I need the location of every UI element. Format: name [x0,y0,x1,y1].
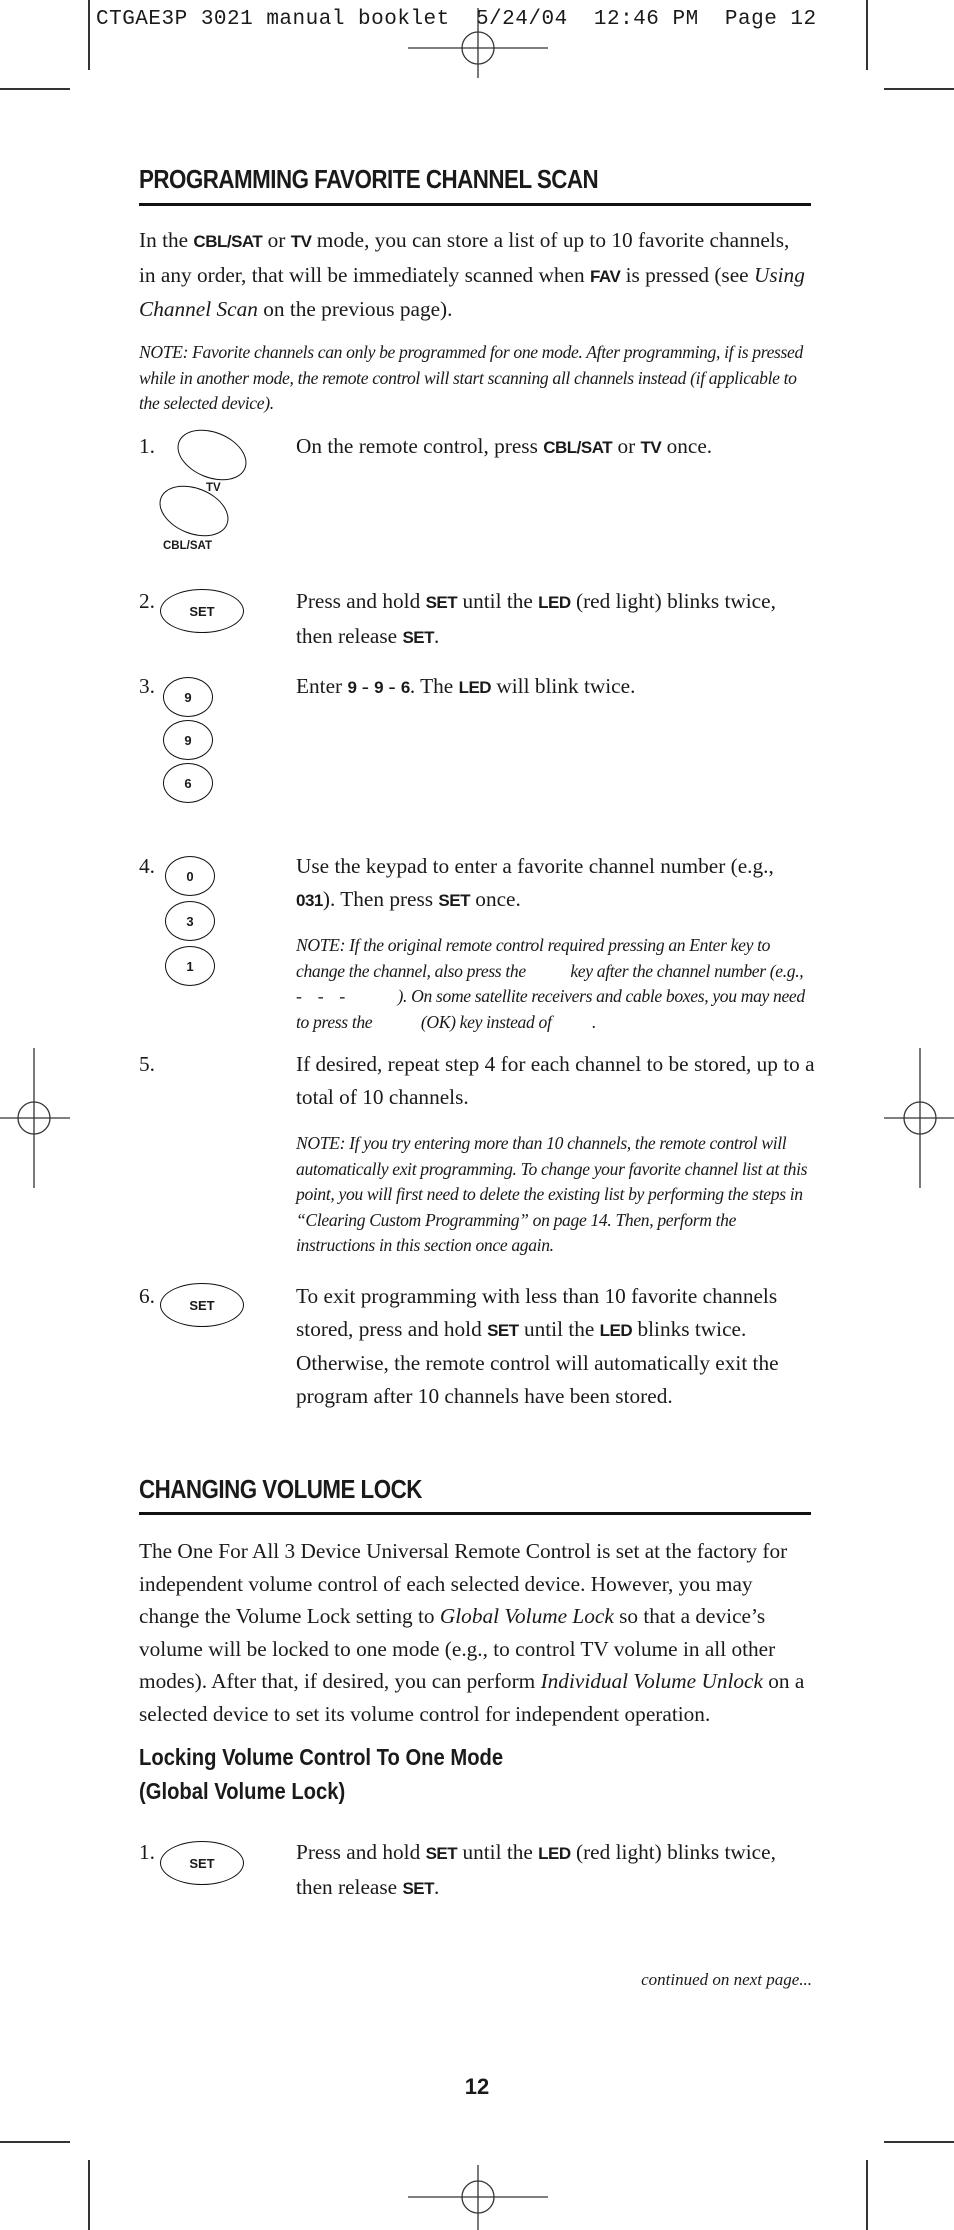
step-number: 5. [139,1052,155,1076]
continued-note: continued on next page... [641,1970,812,1989]
digit-3-key-icon: 3 [165,901,215,941]
step-number: 3. [139,674,155,698]
step-3-text: Enter 9 - 9 - 6. The LED will blink twice. [296,674,636,698]
cbl-sat-key-icon [152,476,236,546]
step-number: 4. [139,854,155,878]
step-6-text: To exit programming with less than 10 favorite channels stored, press and hold SET until the LED blinks twice. Otherwise, the remote control will automatically exit the program after 10 channels have been stored. [296,1284,779,1408]
digit-1-key-icon: 1 [165,946,215,986]
crop-mark [866,0,868,70]
title-rule [139,203,811,206]
volume-lock-intro-paragraph: The One For All 3 Device Universal Remote Control is set at the factory for independent volume control of each selected device. However, you may change the Volume Lock setting to Global Volume Lock so that a device’s volume will be locked to one mode (e.g., to control TV volume in all other modes). After that, if desired, you can perform Individual Volume Unlock on a selected device to set its volume control for independent operation. [139,1539,805,1726]
crop-mark [88,2160,90,2230]
section-title-changing-volume-lock: CHANGING VOLUME LOCK [139,1474,422,1504]
crop-mark [88,0,90,70]
crop-mark [0,88,70,90]
intro-paragraph: In the CBL/SAT or TV mode, you can store a list of up to 10 favorite channels, in any order, that will be immediately scanned when FAV is pressed (see Using Channel Scan on the previous page). [139,228,805,321]
registration-mark-left [0,1048,70,1188]
step-5-text: If desired, repeat step 4 for each channel to be stored, up to a total of 10 channels. [296,1052,815,1109]
set-key-icon: SET [160,1283,244,1327]
tv-key-label: TV [206,482,221,494]
step-5-note: NOTE: If you try entering more than 10 channels, the remote control will automatically exit programming. To change your favorite channel list at this point, you will first need to delete the existing list by performing the steps in “Clearing Custom Programming” on page 14. Then, perform the instructions in this section once again. [296,1133,808,1255]
step-number: 2. [139,589,155,613]
step-number: 1. [139,1840,155,1864]
title-rule [139,1512,811,1515]
registration-mark-bottom [408,2165,548,2230]
set-key-icon: SET [160,589,244,633]
registration-mark-right [884,1048,954,1188]
crop-mark [866,2160,868,2230]
step-4-note: NOTE: If the original remote control required pressing an Enter key to change the channel, also press the key after the channel number (e.g., - - - ). On some satellite receivers and cable boxes, you may need to press the (OK) key instead of . [296,935,820,1032]
note-favorite-one-mode: NOTE: Favorite channels can only be programmed for one mode. After programming, if is pressed while in another mode, the remote control will start scanning all channels instead (if applicable to the selected device). [139,342,803,413]
tv-key-icon [170,420,254,490]
set-key-icon: SET [160,1841,244,1885]
step-number: 6. [139,1284,155,1308]
subheading-global-volume-lock: Locking Volume Control To One Mode (Global Volume Lock) [139,1744,504,1804]
crop-mark [884,2141,954,2143]
step-4-text: Use the keypad to enter a favorite channel number (e.g., 031). Then press SET once. [296,854,774,911]
step-2-text: Press and hold SET until the LED (red light) blinks twice, then release SET. [296,589,776,648]
section-title-favorite-channel-scan: PROGRAMMING FAVORITE CHANNEL SCAN [139,164,599,194]
crop-mark [884,88,954,90]
digit-6-key-icon: 6 [163,763,213,803]
crop-mark [0,2141,70,2143]
digit-9-key-icon: 9 [163,720,213,760]
digit-0-key-icon: 0 [165,856,215,896]
step-number: 1. [139,434,155,458]
digit-9-key-icon: 9 [163,677,213,717]
printer-slug: CTGAE3P 3021 manual booklet 5/24/04 12:46 PM Page 12 [96,8,817,31]
volume-lock-step-1-text: Press and hold SET until the LED (red light) blinks twice, then release SET. [296,1840,776,1899]
cbl-sat-key-label: CBL/SAT [163,540,212,552]
page-number: 12 [464,2074,490,2099]
step-1-text: On the remote control, press CBL/SAT or TV once. [296,434,713,458]
registration-mark-top [408,8,548,78]
